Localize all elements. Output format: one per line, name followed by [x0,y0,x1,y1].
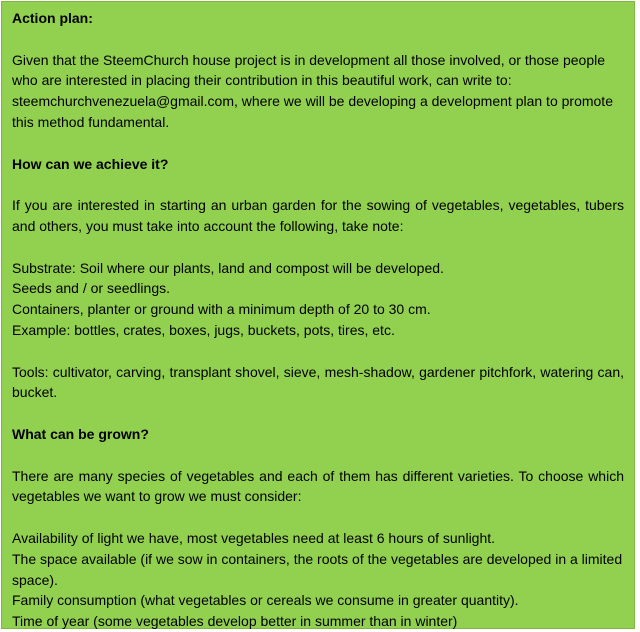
achieve-heading: How can we achieve it? [12,155,169,172]
list-item: Family consumption (what vegetables or cereals we consume in greater quantity). [12,592,519,609]
action-plan-heading: Action plan: [12,10,93,26]
considerations-list [12,528,624,632]
list-item: Availability of light we have, most vegetables need at least 6 hours of sunlight. [12,529,496,546]
list-item: Seeds and / or seedlings. [12,280,170,297]
grown-intro: There are many species of vegetables and each of them has different varieties. To choose which vegetables we want to grow we must consider: [12,467,624,505]
list-item: Containers, planter or ground with a minimum depth of 20 to 30 cm. [12,301,431,318]
list-item: Time of year (some vegetables develop better in summer than in winter) [12,613,458,630]
requirements-list [12,258,624,341]
content-panel [1,1,635,629]
list-item: Substrate: Soil where our plants, land and compost will be developed. [12,259,444,276]
action-plan-paragraph: Given that the SteemChurch house project is in development all those involved, or those people who are interested in placing their contribution in this beautiful work, can write to: steemchurchvenezuela@gmail.com, where we will be developing a development plan to promote this method fundamental. [12,51,613,130]
tools-paragraph: Tools: cultivator, carving, transplant shovel, sieve, mesh-shadow, gardener pitchfork, watering can, bucket. [12,363,624,401]
achieve-intro: If you are interested in starting an urban garden for the sowing of vegetables, vegetables, tubers and others, you must take into account the following, take note: [12,197,624,234]
list-item: The space available (if we sow in containers, the roots of the vegetables are developed in a limited space). [12,550,623,588]
grown-heading: What can be grown? [12,425,149,442]
list-item: Example: bottles, crates, boxes, jugs, buckets, pots, tires, etc. [12,321,395,338]
